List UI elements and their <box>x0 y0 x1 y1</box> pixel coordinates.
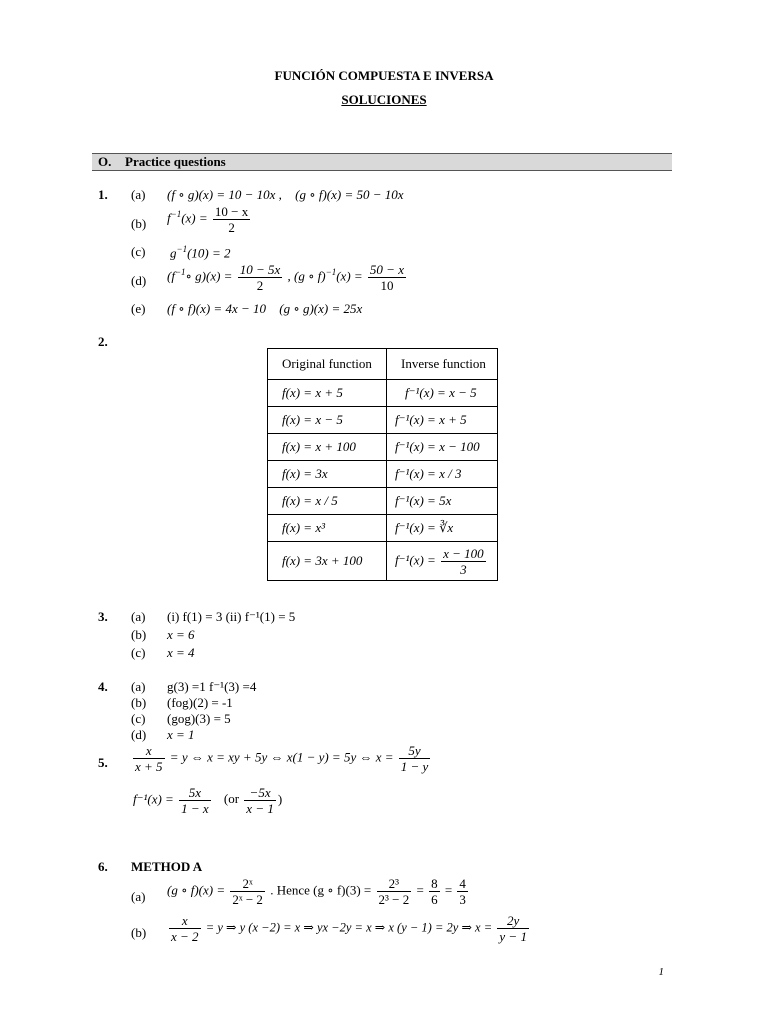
q1d-label: (d) <box>131 273 147 288</box>
q1b-sup: −1 <box>170 209 182 220</box>
q1d-lhs2b: (x) = <box>336 268 363 284</box>
table-cell-original: f(x) = x + 5 <box>268 380 387 407</box>
q6b-frac2 <box>497 913 529 944</box>
q5-or: (or <box>223 791 240 807</box>
section-letter: O. <box>98 154 112 169</box>
q6a-expr <box>167 876 470 907</box>
q2-number: 2. <box>98 334 108 349</box>
inverse-lhs: f⁻¹(x) = <box>395 551 436 567</box>
q5-frac4-den: x − 1 <box>246 801 274 816</box>
q4b-label: (b) <box>131 695 147 710</box>
q1b-label: (b) <box>131 216 147 231</box>
document-subtitle <box>0 92 768 108</box>
table-cell-original: f(x) = x + 100 <box>268 434 387 461</box>
q1a-expr <box>167 187 404 203</box>
q1d-num1: 10 − 5x <box>239 262 281 277</box>
section-name: Practice questions <box>125 154 226 169</box>
document-title: FUNCIÓN COMPUESTA E INVERSA <box>274 68 494 83</box>
q4-number: 4. <box>98 679 108 694</box>
q1c-label: (c) <box>131 244 146 259</box>
q1b-num: 10 − x <box>214 204 249 219</box>
q6a-hence: . Hence (g ∘ f)(3) = <box>270 882 372 898</box>
q5-frac1 <box>133 743 165 774</box>
q5-number: 5. <box>98 755 108 770</box>
q1c-rest: (10) = 2 <box>187 245 231 261</box>
q5-close: ) <box>277 791 283 807</box>
q1b-den: 2 <box>228 220 235 235</box>
table-cell-original: f(x) = x³ <box>268 515 387 542</box>
q1a-e2: (g ∘ f)(x) = 50 − 10x <box>295 187 404 202</box>
table-cell-original: f(x) = x − 5 <box>268 407 387 434</box>
table-row <box>268 542 498 581</box>
q4d-expr: x = 1 <box>167 727 195 742</box>
q3c-expr: x = 4 <box>167 645 195 660</box>
q6b-expr <box>167 913 531 944</box>
q6b-mid: = y ⇒ y (x −2) = x ⇒ yx −2y = x ⇒ x (y − 1) = 2y ⇒ x = <box>205 920 493 935</box>
q1d-fraction2 <box>368 262 406 293</box>
q5-mid: = y ⇔ x = xy + 5y ⇔ x(1 − y) = 5y ⇔ x = <box>169 749 394 765</box>
q6b-label: (b) <box>131 925 147 940</box>
table-cell-inverse: f⁻¹(x) = x / 3 <box>387 461 498 488</box>
q1d-sup2: −1 <box>325 267 337 278</box>
q1e-e1: (f ∘ f)(x) = 4x − 10 <box>167 301 266 316</box>
table-row <box>268 515 498 542</box>
q6-number: 6. <box>98 859 108 874</box>
q1b-lhs: f <box>167 210 171 226</box>
q4c-label: (c) <box>131 711 146 726</box>
q3b-label: (b) <box>131 627 147 642</box>
q6-method: METHOD A <box>131 859 203 874</box>
q5-frac1-num: x <box>133 743 165 759</box>
table-header-inverse: Inverse function <box>387 349 498 380</box>
q1d-den2: 10 <box>380 278 394 293</box>
table-row <box>268 488 498 515</box>
page-number: 1 <box>658 966 664 978</box>
q1d-fraction1 <box>238 262 283 293</box>
q3b-expr: x = 6 <box>167 627 195 642</box>
q3a-expr: (i) f(1) = 3 (ii) f⁻¹(1) = 5 <box>167 609 296 624</box>
table-cell-original: f(x) = 3x <box>268 461 387 488</box>
table-cell-original: f(x) = 3x + 100 <box>268 542 387 581</box>
q1e-expr <box>167 301 362 317</box>
q6b-frac2-den: y − 1 <box>499 929 527 944</box>
q1c-sup: −1 <box>176 244 188 254</box>
q6a-eq2: = <box>444 882 453 898</box>
q6a-frac2 <box>377 876 412 907</box>
q6a-label: (a) <box>131 889 146 904</box>
q1a-e1: (f ∘ g)(x) = 10 − 10x , <box>167 187 282 202</box>
q6b-frac1 <box>169 913 201 944</box>
q3a-label: (a) <box>131 609 146 624</box>
q5-line2 <box>133 785 282 816</box>
q5-frac3 <box>179 785 211 816</box>
q4a-expr: g(3) =1 f⁻¹(3) =4 <box>167 679 257 694</box>
inverse-num: x − 100 <box>443 545 484 561</box>
q5-frac1-den: x + 5 <box>135 759 163 774</box>
table-cell-inverse <box>387 542 498 581</box>
q1d-den1: 2 <box>256 278 264 293</box>
q5-frac4 <box>244 785 276 816</box>
q6b-frac2-num: 2y <box>497 913 529 929</box>
q6a-frac3 <box>429 876 440 907</box>
table-cell-original: f(x) = x / 5 <box>268 488 387 515</box>
q1b-lhs2: (x) = <box>181 210 208 226</box>
q1-number: 1. <box>98 187 108 202</box>
q5-frac2 <box>399 743 431 774</box>
q6a-frac4-num: 4 <box>459 876 466 891</box>
q1d-expr <box>167 262 408 293</box>
section-bar <box>92 153 672 171</box>
q5-lhs: f⁻¹(x) = <box>133 791 174 807</box>
q1c-expr <box>170 244 231 261</box>
inverse-fraction <box>441 546 486 577</box>
q1d-lhs1b: ∘ g)(x) = <box>185 268 233 284</box>
q1d-num2: 50 − x <box>369 262 404 277</box>
q6a-frac2-den: 2³ − 2 <box>378 892 410 907</box>
q3c-label: (c) <box>131 645 146 660</box>
q1d-sup1: −1 <box>174 267 186 278</box>
q1a-label: (a) <box>131 187 146 202</box>
inverse-den: 3 <box>460 561 467 577</box>
q6a-eq: = <box>416 882 424 898</box>
q1e-e2: (g ∘ g)(x) = 25x <box>279 301 363 316</box>
q6a-lhs: (g ∘ f)(x) = <box>167 882 226 898</box>
q6b-frac1-num: x <box>169 913 201 929</box>
q5-frac4-num: −5x <box>244 785 276 801</box>
q4c-expr: (gοg)(3) = 5 <box>167 711 231 726</box>
q1c-g: g <box>170 245 177 261</box>
q6b-frac1-den: x − 2 <box>171 929 199 944</box>
table-cell-inverse: f⁻¹(x) = x − 100 <box>387 434 498 461</box>
inverse-function-table <box>267 348 498 581</box>
q1b-expr <box>167 204 252 235</box>
q6a-frac4-den: 3 <box>459 892 466 907</box>
q1b-fraction <box>213 204 250 235</box>
q6a-frac1-num: 2ˣ <box>230 876 265 892</box>
q1d-lhs1: (f <box>167 268 175 284</box>
q3-number: 3. <box>98 609 108 624</box>
q5-frac2-num: 5y <box>399 743 431 759</box>
table-cell-inverse: f⁻¹(x) = 5x <box>387 488 498 515</box>
q6a-frac3-num: 8 <box>431 876 438 891</box>
q6a-frac2-num: 2³ <box>377 876 412 892</box>
q6a-frac4 <box>457 876 468 907</box>
table-cell-inverse: f⁻¹(x) = x + 5 <box>387 407 498 434</box>
q6a-frac3-den: 6 <box>431 892 438 907</box>
subtitle-text: SOLUCIONES <box>341 92 427 107</box>
q4b-expr: (fοg)(2) = -1 <box>167 695 233 710</box>
table-cell-inverse: f⁻¹(x) = ∛x <box>387 515 498 542</box>
q5-frac3-num: 5x <box>179 785 211 801</box>
table-cell-inverse: f⁻¹(x) = x − 5 <box>387 380 498 407</box>
q5-frac3-den: 1 − x <box>181 801 209 816</box>
table-row <box>268 434 498 461</box>
q1e-label: (e) <box>131 301 146 316</box>
q6a-frac1 <box>230 876 265 907</box>
q5-line1 <box>131 743 432 774</box>
q1d-lhs2: , (g ∘ f) <box>287 268 326 284</box>
q4d-label: (d) <box>131 727 147 742</box>
q5-frac2-den: 1 − y <box>400 759 429 774</box>
q6a-frac1-den: 2ˣ − 2 <box>232 892 263 907</box>
table-row <box>268 407 498 434</box>
table-row <box>268 461 498 488</box>
q4a-label: (a) <box>131 679 146 694</box>
table-row <box>268 380 498 407</box>
table-header-original: Original function <box>268 349 387 380</box>
